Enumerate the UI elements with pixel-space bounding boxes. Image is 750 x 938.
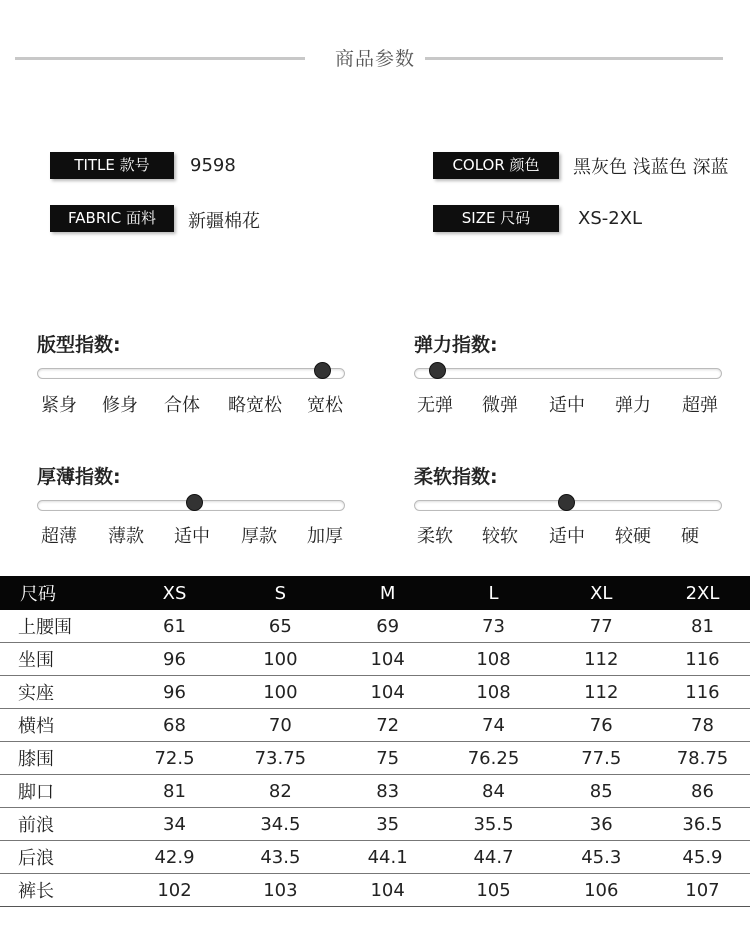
color-value: 黑灰色 浅蓝色 深蓝	[573, 157, 729, 178]
table-header-row	[0, 576, 750, 610]
elastic-label-3: 适中	[549, 395, 585, 416]
title-label: TITLE 款号	[50, 152, 174, 179]
table-cell: 72	[336, 709, 440, 742]
header-divider-left	[15, 57, 305, 60]
thickness-label-2: 薄款	[108, 526, 144, 547]
table-cell: 102	[124, 874, 225, 907]
table-cell: 103	[225, 874, 336, 907]
table-cell: 34.5	[225, 808, 336, 841]
fit-scale-title: 版型指数:	[37, 334, 121, 356]
table-cell: 116	[655, 676, 750, 709]
color-label: COLOR 颜色	[433, 152, 559, 179]
thickness-scale-knob	[186, 494, 203, 511]
table-cell: 45.9	[655, 841, 750, 874]
fit-label-3: 合体	[164, 395, 200, 416]
softness-scale-title: 柔软指数:	[414, 466, 498, 488]
table-cell: 74	[439, 709, 547, 742]
table-cell: 100	[225, 676, 336, 709]
table-cell: 45.3	[548, 841, 655, 874]
fit-scale-track	[37, 368, 345, 379]
elastic-label-5: 超弹	[682, 395, 718, 416]
fit-scale-knob	[314, 362, 331, 379]
fabric-label: FABRIC 面料	[50, 205, 174, 232]
table-cell: 116	[655, 643, 750, 676]
table-cell: 112	[548, 676, 655, 709]
table-cell: 112	[548, 643, 655, 676]
fit-label-4: 略宽松	[228, 395, 282, 416]
table-cell: 85	[548, 775, 655, 808]
table-cell: 96	[124, 676, 225, 709]
table-cell: 75	[336, 742, 440, 775]
table-cell: 82	[225, 775, 336, 808]
fit-label-2: 修身	[102, 395, 138, 416]
table-cell: 100	[225, 643, 336, 676]
thickness-label-1: 超薄	[41, 526, 77, 547]
softness-label-3: 适中	[549, 526, 585, 547]
table-row	[0, 874, 750, 907]
row-label-cell: 前浪	[0, 808, 124, 841]
elastic-label-2: 微弹	[482, 395, 518, 416]
table-cell: 72.5	[124, 742, 225, 775]
softness-label-1: 柔软	[417, 526, 453, 547]
softness-scale-knob	[558, 494, 575, 511]
size-table	[0, 576, 750, 907]
table-cell: 35.5	[439, 808, 547, 841]
table-cell: 78	[655, 709, 750, 742]
table-cell: 107	[655, 874, 750, 907]
table-cell: 61	[124, 610, 225, 643]
table-row	[0, 643, 750, 676]
section-title: 商品参数	[334, 48, 415, 70]
row-label-cell: 后浪	[0, 841, 124, 874]
thickness-label-4: 厚款	[241, 526, 277, 547]
table-cell: 84	[439, 775, 547, 808]
title-value: 9598	[190, 155, 236, 176]
table-cell: 108	[439, 643, 547, 676]
table-header-cell: XS	[124, 576, 225, 610]
table-row	[0, 775, 750, 808]
table-cell: 43.5	[225, 841, 336, 874]
table-cell: 104	[336, 874, 440, 907]
thickness-label-3: 适中	[174, 526, 210, 547]
table-header-cell: XL	[548, 576, 655, 610]
table-cell: 81	[655, 610, 750, 643]
table-cell: 96	[124, 643, 225, 676]
table-cell: 77.5	[548, 742, 655, 775]
table-header-cell: M	[336, 576, 440, 610]
fit-label-5: 宽松	[307, 395, 343, 416]
table-cell: 35	[336, 808, 440, 841]
header-divider-right	[425, 57, 723, 60]
table-row	[0, 841, 750, 874]
table-cell: 68	[124, 709, 225, 742]
table-row	[0, 610, 750, 643]
table-cell: 78.75	[655, 742, 750, 775]
table-cell: 73.75	[225, 742, 336, 775]
table-cell: 104	[336, 643, 440, 676]
table-body	[0, 610, 750, 907]
table-cell: 81	[124, 775, 225, 808]
table-header-cell: 尺码	[0, 576, 124, 610]
thickness-scale-title: 厚薄指数:	[37, 466, 121, 488]
table-cell: 86	[655, 775, 750, 808]
table-header-cell: 2XL	[655, 576, 750, 610]
table-cell: 76	[548, 709, 655, 742]
elastic-scale-track	[414, 368, 722, 379]
row-label-cell: 脚口	[0, 775, 124, 808]
size-label: SIZE 尺码	[433, 205, 559, 232]
table-cell: 83	[336, 775, 440, 808]
elastic-scale-knob	[429, 362, 446, 379]
table-row	[0, 676, 750, 709]
elastic-label-1: 无弹	[417, 395, 453, 416]
table-row	[0, 742, 750, 775]
softness-label-4: 较硬	[615, 526, 651, 547]
table-cell: 69	[336, 610, 440, 643]
fabric-value: 新疆棉花	[188, 211, 260, 232]
softness-label-2: 较软	[482, 526, 518, 547]
table-cell: 104	[336, 676, 440, 709]
fit-label-1: 紧身	[41, 395, 77, 416]
thickness-label-5: 加厚	[307, 526, 343, 547]
table-cell: 105	[439, 874, 547, 907]
row-label-cell: 实座	[0, 676, 124, 709]
row-label-cell: 膝围	[0, 742, 124, 775]
table-cell: 36.5	[655, 808, 750, 841]
table-cell: 42.9	[124, 841, 225, 874]
table-row	[0, 709, 750, 742]
softness-label-5: 硬	[681, 526, 699, 547]
elastic-scale-title: 弹力指数:	[414, 334, 498, 356]
row-label-cell: 横档	[0, 709, 124, 742]
table-cell: 73	[439, 610, 547, 643]
table-header-cell: S	[225, 576, 336, 610]
table-cell: 44.1	[336, 841, 440, 874]
table-cell: 44.7	[439, 841, 547, 874]
table-row	[0, 808, 750, 841]
size-value: XS-2XL	[578, 208, 643, 229]
table-cell: 34	[124, 808, 225, 841]
row-label-cell: 坐围	[0, 643, 124, 676]
row-label-cell: 上腰围	[0, 610, 124, 643]
table-cell: 108	[439, 676, 547, 709]
table-cell: 36	[548, 808, 655, 841]
table-header-cell: L	[439, 576, 547, 610]
table-cell: 106	[548, 874, 655, 907]
table-cell: 77	[548, 610, 655, 643]
table-cell: 70	[225, 709, 336, 742]
table-cell: 76.25	[439, 742, 547, 775]
table-cell: 65	[225, 610, 336, 643]
elastic-label-4: 弹力	[615, 395, 651, 416]
row-label-cell: 裤长	[0, 874, 124, 907]
